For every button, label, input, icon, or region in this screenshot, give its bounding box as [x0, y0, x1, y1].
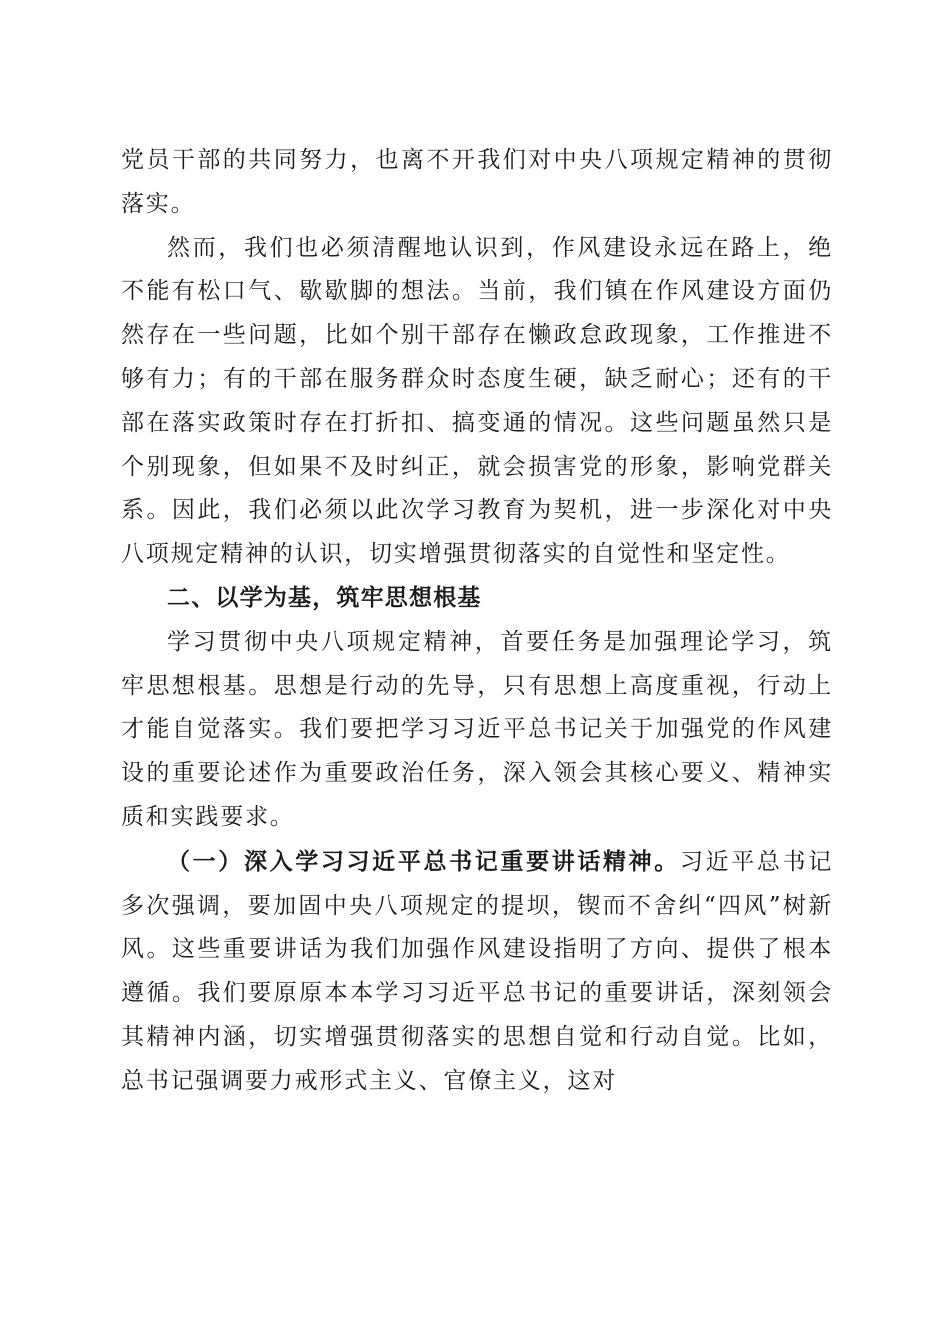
paragraph-subsection-1	[121, 840, 833, 1104]
paragraph-continuation: 党员干部的共同努力，也离不开我们对中央八项规定精神的贯彻落实。	[121, 147, 833, 217]
subsection-1-text: 习近平总书记多次强调，要加固中央八项规定的提坝，锲而不舍纠“四风”树新风。这些重要讲话为我们加强作风建设指明了方向、提供了根本遵循。我们要原原本本学习习近平总书记的重要讲话，深刻领会其精神内涵，切实增强贯彻落实的思想自觉和行动自觉。比如，总书记强调要力戒形式主义、官僚主义，这对	[121, 848, 833, 1094]
subsection-1-title: （一）深入学习习近平总书记重要讲话精神。	[167, 847, 680, 875]
document-body	[121, 139, 833, 1104]
paragraph-problems: 然而，我们也必须清醒地认识到，作风建设永远在路上，绝不能有松口气、歇歇脚的想法。当前，我们镇在作风建设方面仍然存在一些问题，比如个别干部存在懒政怠政现象，工作推进不够有力；有的干部在服务群众时态度生硬，缺乏耐心；还有的干部在落实政策时存在打折扣、搞变通的情况。这些问题虽然只是个别现象，但如果不及时纠正，就会损害党的形象，影响党群关系。因此，我们必须以此次学习教育为契机，进一步深化对中央八项规定精神的认识，切实增强贯彻落实的自觉性和坚定性。	[121, 234, 833, 568]
section-heading-2: 二、以学为基，筑牢思想根基	[167, 584, 482, 611]
paragraph-study-basis: 学习贯彻中央八项规定精神，首要任务是加强理论学习，筑牢思想根基。思想是行动的先导，只有思想上高度重视，行动上才能自觉落实。我们要把学习习近平总书记关于加强党的作风建设的重要论述作为重要政治任务，深入领会其核心要义、精神实质和实践要求。	[121, 628, 833, 830]
